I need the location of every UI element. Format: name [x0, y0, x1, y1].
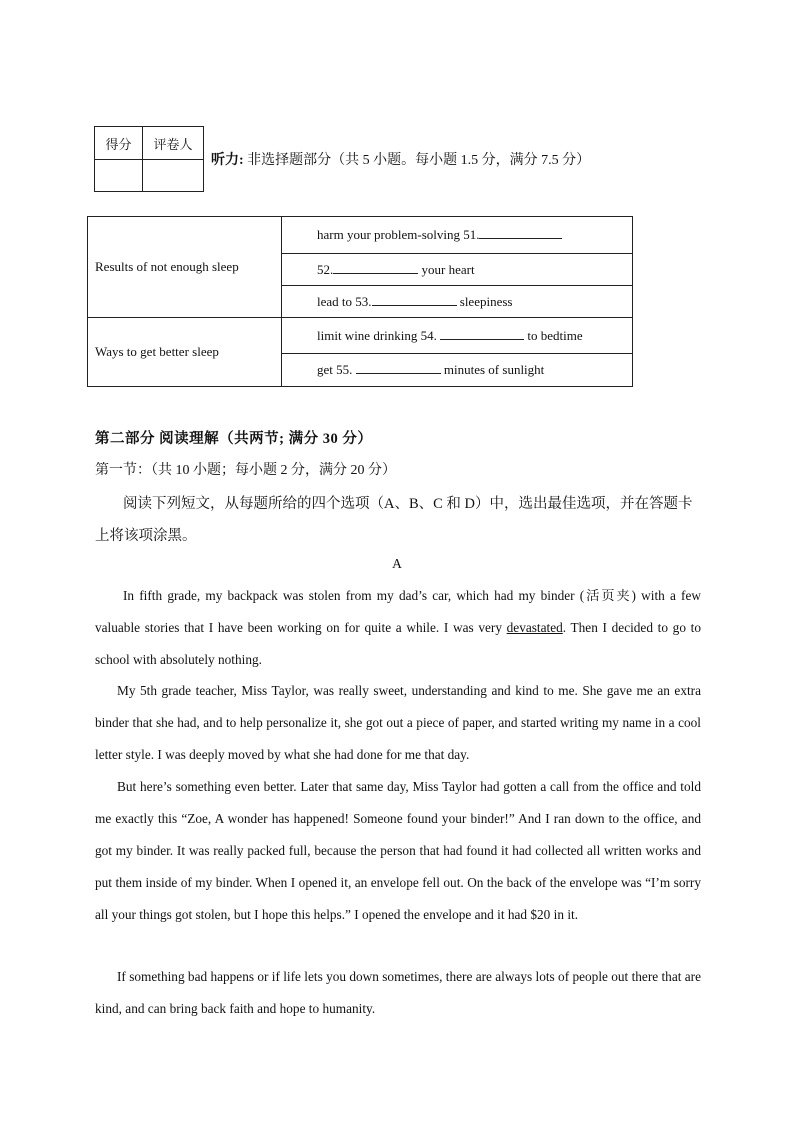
score-box — [94, 126, 204, 192]
answer-blank-52 — [333, 262, 418, 274]
instructions: 阅读下列短文，从每题所给的四个选项（A、B、C 和 D）中，选出最佳选项，并在答题卡上将该项涂黑。 — [95, 496, 693, 544]
category-cell — [88, 318, 282, 387]
answer-blank-54 — [440, 328, 524, 340]
row-text: harm your problem-solving 51. — [317, 227, 480, 242]
passage-paragraph-4: If something bad happens or if life lets you down sometimes, there are always lots of people out there that are kind, and can bring back faith and hope to humanity. — [95, 969, 701, 1016]
row-text: your heart — [418, 261, 475, 277]
row-text: limit wine drinking 54. — [317, 327, 441, 343]
passage-paragraph-2: My 5th grade teacher, Miss Taylor, was really sweet, understanding and kind to me. She gave me an extra binder that she had, and to help personalize it, she got out a piece of paper, and started writing my name in a cool letter style. I was deeply moved by what she had done for me that day. — [95, 683, 701, 762]
section-title: 第二部分 阅读理解（共两节; 满分 30 分） — [95, 431, 373, 447]
underlined-word: devastated — [506, 620, 563, 635]
score-cell — [95, 160, 143, 192]
row-text: to bedtime — [524, 327, 583, 343]
notes-row — [282, 254, 633, 286]
section-subtitle: 第一节：（共 10 小题；每小题 2 分，满分 20 分） — [95, 463, 396, 478]
row-text: minutes of sunlight — [440, 362, 545, 377]
notes-table — [87, 216, 633, 387]
passage-paragraph-1 — [95, 580, 701, 676]
notes-row — [282, 286, 633, 318]
answer-blank-53 — [372, 294, 457, 306]
paragraph-text: In fifth grade, my backpack was stolen from my dad’s car, which had my binder (活页夹) with a few valuable stories that I have been working on for quite a while. I was very — [95, 588, 701, 635]
notes-row — [282, 354, 633, 387]
row-text: lead to 53. — [317, 293, 372, 309]
answer-blank-55 — [356, 362, 441, 374]
grader-label: 评卷人 — [143, 127, 204, 160]
notes-row — [282, 318, 633, 354]
listening-heading-text: 非选择题部分（共 5 小题。每小题 1.5 分，满分 7.5 分） — [243, 153, 591, 168]
category-results-label: Results of not enough sleep — [95, 259, 239, 274]
row-text: sleepiness — [456, 293, 513, 309]
passage-label: A — [392, 556, 402, 571]
answer-blank-51 — [479, 227, 562, 239]
category-cell — [88, 217, 282, 318]
grader-cell — [143, 160, 204, 192]
paragraph-text: . Then I decided to go to school with absolutely nothing. — [95, 620, 701, 667]
score-label: 得分 — [95, 127, 143, 160]
passage-paragraph-3: But here’s something even better. Later that same day, Miss Taylor had gotten a call from the office and told me exactly this “Zoe, A wonder has happened! Someone found your binder!” And I ran down to the office, and got my binder. It was really packed full, because the person that had found it had collected all written works and put them inside of my binder. When I opened it, an envelope fell out. On the back of the envelope was “I’m sorry all your things got stolen, but I hope this helps.” I opened the envelope and it had $20 in it. — [95, 779, 701, 922]
listening-heading-bold: 听力: — [211, 153, 244, 168]
listening-heading — [211, 149, 590, 169]
row-text: 52. — [317, 261, 334, 277]
row-text: get 55. — [317, 362, 356, 377]
notes-row — [282, 217, 633, 254]
category-ways-label: Ways to get better sleep — [95, 344, 219, 359]
